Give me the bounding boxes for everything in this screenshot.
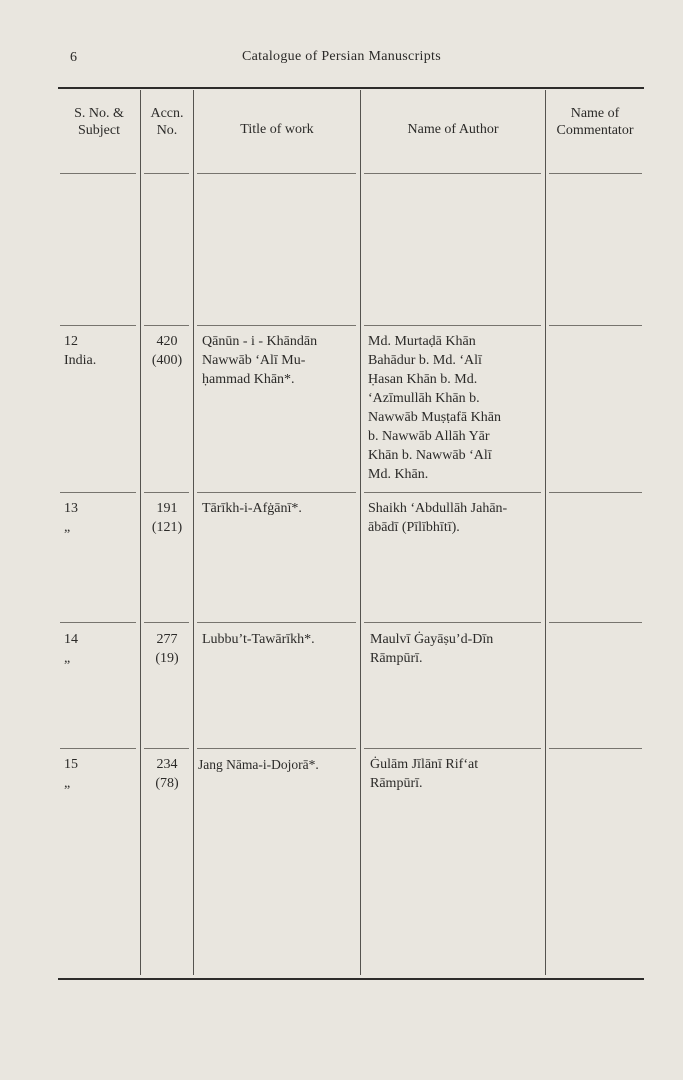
- accession-number: 277 (19): [155, 632, 179, 666]
- accession-number: 234 (78): [155, 757, 179, 791]
- header-name-of-commentator: Name of Commentator: [556, 106, 634, 138]
- header-title-of-work: Title of work: [240, 122, 314, 137]
- title-of-work: Qānūn - i - Khāndān Nawwāb ‘Alī Mu- ḥammad Khān*.: [202, 334, 318, 387]
- subject: „: [64, 520, 71, 535]
- column-divider-3: [360, 90, 361, 975]
- title-of-work: Jang Nāma-i-Dojorā*.: [198, 757, 319, 772]
- top-rule: [58, 87, 644, 89]
- serial-number: 15 „: [64, 757, 78, 791]
- title-of-work: Tārīkh-i-Afġānī*.: [202, 501, 302, 516]
- name-of-author: Maulvī Ġayāṣu’d-Dīn Rāmpūrī.: [370, 632, 494, 666]
- page-number: 6: [70, 50, 77, 65]
- running-title: Catalogue of Persian Manuscripts: [242, 49, 441, 64]
- bottom-rule: [58, 978, 644, 980]
- subject: India.: [64, 353, 97, 368]
- accession-number: 191 (121): [151, 501, 183, 535]
- header-accn-no: Accn. No.: [150, 106, 184, 138]
- subject: „: [64, 651, 71, 666]
- accession-number: 420 (400): [151, 334, 183, 368]
- serial-number: 14 „: [64, 632, 78, 666]
- title-of-work: Lubbu’t-Tawārīkh*.: [202, 632, 315, 647]
- serial-number: 12 India.: [64, 334, 97, 368]
- header-sno-subject: S. No. & Subject: [74, 106, 124, 138]
- name-of-author: Shaikh ‘Abdullāh Jahān- ābādī (Pīlībhītī).: [368, 501, 508, 535]
- column-divider-2: [193, 90, 194, 975]
- subject: „: [64, 776, 71, 791]
- column-divider-4: [545, 90, 546, 975]
- serial-number: 13 „: [64, 501, 78, 535]
- header-name-of-author: Name of Author: [407, 122, 499, 137]
- name-of-author: Md. Murtaḍā Khān Bahādur b. Md. ‘Alī Ḥasan Khān b. Md. ‘Azīmullāh Khān b. Nawwāb Muṣṭafā Khān b. Nawwāb Allāh Yār Khān b. Nawwāb ‘Alī Md. Khān.: [368, 334, 501, 482]
- name-of-author: Ġulām Jīlānī Rif‘at Rāmpūrī.: [370, 757, 479, 791]
